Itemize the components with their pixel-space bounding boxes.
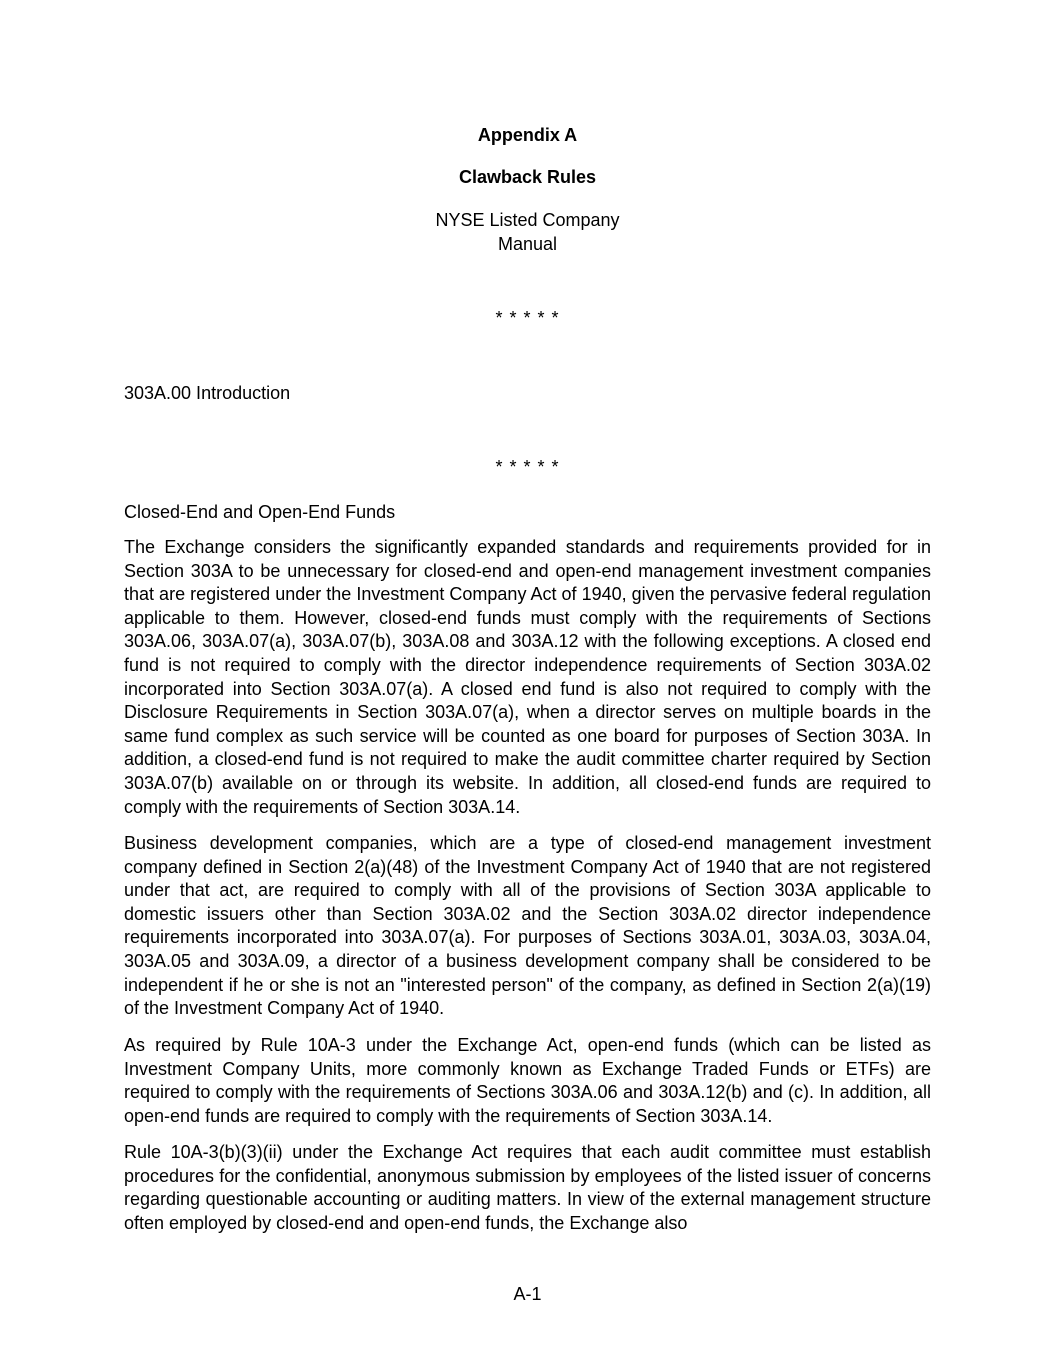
manual-title-line-2: Manual bbox=[497, 234, 558, 254]
paragraph: Business development companies, which are a type of closed-end management investment company defined in Section 2(a)(48) of the Investment Company Act of 1940 that are not registered under that act, are required to comply with all of the provisions of Section 303A applicable to domestic issuers other than Section 303A.02 and the Section 303A.02 director independence requirements incorporated into 303A.07(a). For purposes of Sections 303A.01, 303A.03, 303A.04, 303A.05 and 303A.09, a director of a business development company shall be considered to be independent if he or she is not an "interested person" of the company, as defined in Section 2(a)(19) of the Investment Company Act of 1940. bbox=[124, 833, 931, 1019]
separator-stars: * * * * * bbox=[495, 308, 560, 328]
subheading: Closed-End and Open-End Funds bbox=[124, 502, 396, 522]
paragraph: The Exchange considers the significantly expanded standards and requirements provided for in Section 303A to be unnecessary for closed-end and open-end management investment companies that are registered under the Investment Company Act of 1940, given the pervasive federal regulation applicable to them. However, closed-end funds must comply with the requirements of Sections 303A.06, 303A.07(a), 303A.07(b), 303A.08 and 303A.12 with the following exceptions. A closed end fund is not required to comply with the director independence requirements of Section 303A.02 incorporated into Section 303A.07(a). A closed end fund is also not required to comply with the Disclosure Requirements in Section 303A.07(a), when a director serves on multiple boards in the same fund complex as such service will be counted as one board for purposes of Section 303A. In addition, a closed-end fund is not required to make the audit committee charter required by Section 303A.07(b) available on or through its website. In addition, all closed-end funds are required to comply with the requirements of Section 303A.14. bbox=[124, 537, 931, 817]
manual-title-line-1: NYSE Listed Company bbox=[435, 210, 620, 230]
page-number: A-1 bbox=[513, 1284, 542, 1304]
paragraph: As required by Rule 10A-3 under the Exchange Act, open-end funds (which can be listed as Investment Company Units, more commonly known as Exchange Traded Funds or ETFs) are required to comply with the requirements of Sections 303A.06 and 303A.12(b) and (c). In addition, all open-end funds are required to comply with the requirements of Section 303A.14. bbox=[124, 1035, 931, 1126]
appendix-title: Appendix A bbox=[477, 125, 578, 145]
paragraph: Rule 10A-3(b)(3)(ii) under the Exchange Act requires that each audit committee must establish procedures for the confidential, anonymous submission by employees of the listed issuer of concerns regarding questionable accounting or auditing matters. In view of the external management structure often employed by closed-end and open-end funds, the Exchange also bbox=[124, 1142, 931, 1233]
separator-stars: * * * * * bbox=[495, 457, 560, 477]
section-title: Clawback Rules bbox=[458, 167, 597, 187]
section-heading: 303A.00 Introduction bbox=[124, 383, 291, 403]
